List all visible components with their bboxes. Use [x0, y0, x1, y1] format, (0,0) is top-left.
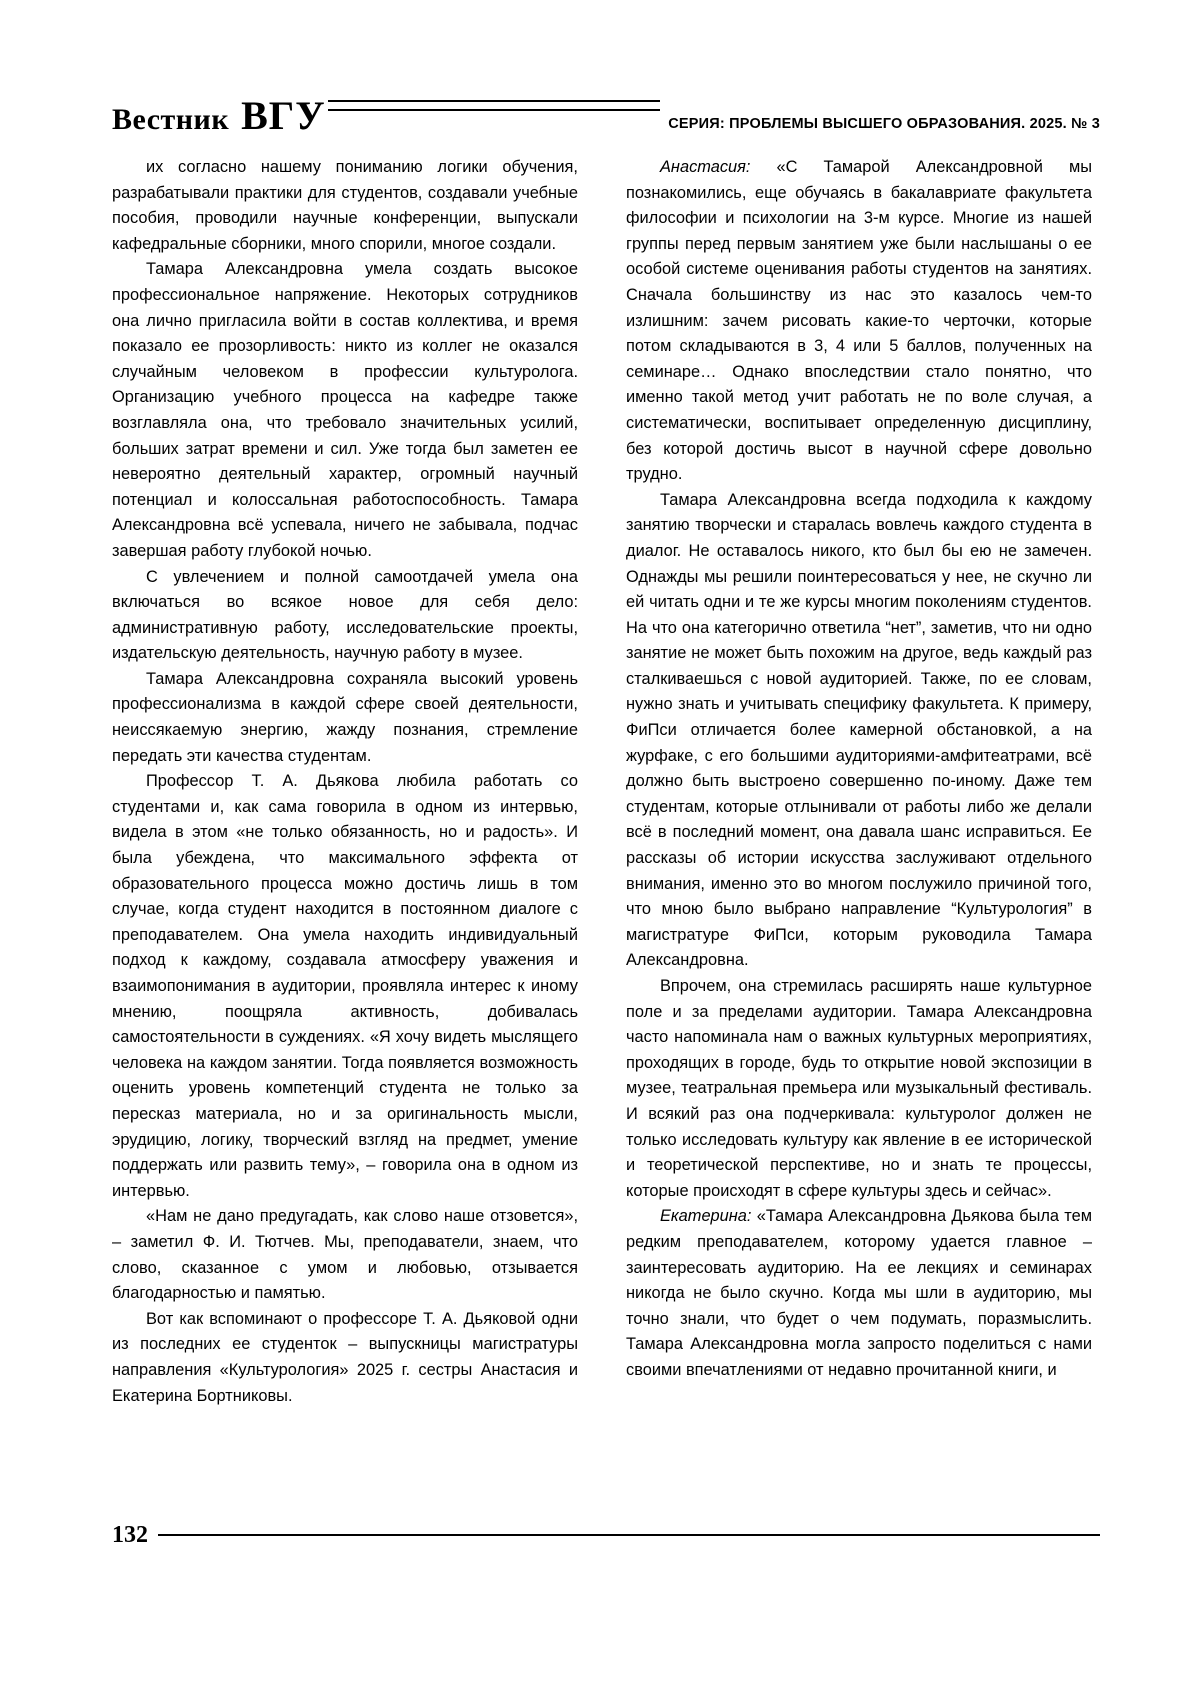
paragraph-quote-anastasia — [626, 155, 1092, 488]
footer-rule — [158, 1534, 1100, 1536]
journal-masthead — [112, 93, 326, 138]
page-footer — [112, 1522, 1100, 1549]
header-rule-container — [326, 83, 669, 136]
speaker-name: Анастасия: — [660, 158, 751, 176]
column-right — [626, 155, 1092, 1409]
page-header — [112, 92, 1100, 136]
paragraph: Вот как вспоминают о профессоре Т. А. Дьяковой одни из последних ее студенток – выпускницы магистратуры направления «Культурология» 2025 г. сестры Анастасия и Екатерина Бортниковы. — [112, 1309, 578, 1405]
paragraph-text: «С Тамарой Александровной мы познакомились, еще обучаясь в бакалавриате факультета философии и психологии на 3-м курсе. Многие из нашей группы перед первым занятием уже были наслышаны о ее особой системе оценивания работы студентов на занятиях. Сначала большинству из нас это казалось чем-то излишним: зачем рисовать какие-то черточки, которые потом складываются в 3, 4 или 5 баллов, полученных на семинаре… Однако впоследствии стало понятно, что именно такой метод учит работать не по воле случая, а систематически, воспитывает определенную дисциплину, без которой достичь высот в научной сфере довольно трудно. — [626, 158, 1092, 484]
paragraph: С увлечением и полной самоотдачей умела она включаться во всякое новое для себя дело: административную работу, исследовательские проекты, издательскую деятельность, научную работу в музее. — [112, 567, 578, 663]
page-number: 132 — [112, 1522, 148, 1548]
paragraph: их согласно нашему пониманию логики обучения, разрабатывали практики для студентов, создавали учебные пособия, проводили научные конференции, выпускали кафедральные сборники, много спорили, многое создали. — [112, 158, 578, 253]
header-double-rule — [328, 100, 661, 111]
masthead-word-vestnik: Вестник — [112, 103, 230, 136]
speaker-name: Екатерина: — [660, 1207, 752, 1226]
body-columns — [112, 155, 1092, 1409]
series-line: СЕРИЯ: ПРОБЛЕМЫ ВЫСШЕГО ОБРАЗОВАНИЯ. 2025. № 3 — [668, 116, 1100, 132]
paragraph: Тамара Александровна сохраняла высокий уровень профессионализма в каждой сфере своей деятельности, неиссякаемую энергию, жажду познания, стремление передать эти качества студентам. — [112, 669, 578, 765]
column-left — [112, 155, 578, 1409]
paragraph-quote-ekaterina — [626, 1204, 1092, 1383]
paragraph-text: «Тамара Александровна Дьякова была тем редким преподавателем, которому удается главное – заинтересовать аудиторию. На ее лекциях и семинарах никогда не было скучно. Когда мы шли в аудиторию, мы точно знали, что будет о чем подумать, поразмыслить. Тамара Александровна могла запросто поделиться с нами своими впечатлениями от недавно прочитанной книги, и — [626, 1207, 1092, 1379]
masthead-word-vgu: ВГУ — [241, 93, 326, 138]
paragraph: Впрочем, она стремилась расширять наше культурное поле и за пределами аудитории. Тамара Александровна часто напоминала нам о важных культурных мероприятиях, проходящих в городе, будь то открытие новой экспозиции в музее, театральная премьера или музыкальный фестиваль. И всякий раз она подчеркивала: культуролог должен не только исследовать культуру как явление в ее исторической и теоретической перспективе, но и знать те процессы, которые происходят в сфере культуры здесь и сейчас». — [626, 977, 1092, 1200]
paragraph: Тамара Александровна всегда подходила к каждому занятию творчески и старалась вовлечь каждого студента в диалог. Не оставалось никого, кто был бы ею не замечен. Однажды мы решили поинтересоваться у нее, не скучно ли ей читать одни и те же курсы многим поколениям студентов. На что она категорично ответила “нет”, заметив, что ни одно занятие не может быть похожим на другое, ведь каждый раз сталкиваешься с новой аудиторией. Также, по ее словам, нужно знать и учитывать специфику факультета. К примеру, ФиПси отличается более камерной обстановкой, а на журфаке, с его большими аудиториями-амфитеатрами, всё должно быть выстроено совершенно по-иному. Даже тем студентам, которые отлынивали от работы либо же делали всё в последний момент, она давала шанс исправиться. Ее рассказы об истории искусства заслуживают отдельного внимания, именно это во многом послужило причиной того, что мною было выбрано направление “Культурология” в магистратуре ФиПси, которым руководила Тамара Александровна. — [626, 490, 1092, 970]
paragraph: «Нам не дано предугадать, как слово наше отзовется», – заметил Ф. И. Тютчев. Мы, преподаватели, знаем, что слово, сказанное с умом и любовью, отзывается благодарностью и памятью. — [112, 1207, 578, 1303]
paragraph: Профессор Т. А. Дьякова любила работать со студентами и, как сама говорила в одном из интервью, видела в этом «не только обязанность, но и радость». И была убеждена, что максимального эффекта от образовательного процесса можно достичь лишь в том случае, когда студент находится в постоянном диалоге с преподавателем. Она умела находить индивидуальный подход к каждому, создавала атмосферу уважения и взаимопонимания в аудитории, проявляла интерес к иному мнению, поощряла активность, добивалась самостоятельности в суждениях. «Я хочу видеть мыслящего человека на каждом занятии. Тогда появляется возможность оценить уровень компетенций студента не только за пересказ материала, но и за оригинальность мысли, эрудицию, логику, творческий взгляд на предмет, умение поддержать или развить тему», – говорила она в одном из интервью. — [112, 772, 578, 1200]
paragraph: Тамара Александровна умела создать высокое профессиональное напряжение. Некоторых сотрудников она лично пригласила войти в состав коллектива, и время показало ее прозорливость: никто из коллег не оказался случайным человеком в профессии культуролога. Организацию учебного процесса на кафедре также возглавляла она, что требовало значительных усилий, больших затрат времени и сил. Уже тогда был заметен ее невероятно деятельный характер, огромный научный потенциал и колоссальная работоспособность. Тамара Александровна всё успевала, ничего не забывала, подчас завершая работу глубокой ночью. — [112, 260, 578, 560]
